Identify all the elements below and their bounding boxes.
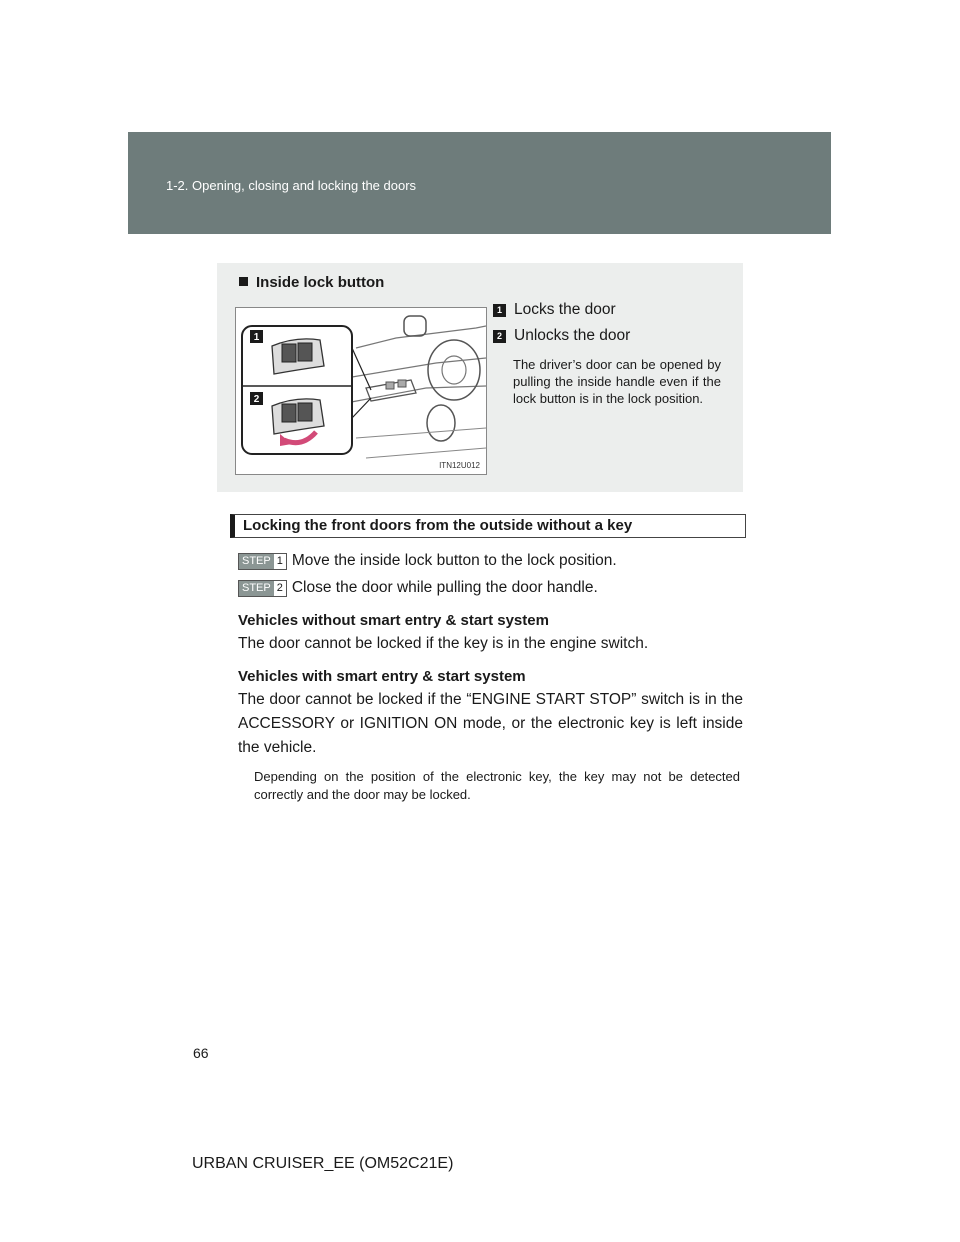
- body-without-smart-entry: The door cannot be locked if the key is in the engine switch.: [238, 635, 649, 652]
- callout-text: Unlocks the door: [514, 327, 631, 344]
- step-badge: STEP 1: [238, 553, 287, 570]
- subheading-with-smart-entry: Vehicles with smart entry & start system: [238, 668, 526, 685]
- callout-text: Locks the door: [514, 301, 616, 318]
- smart-entry-note: Depending on the position of the electronic key, the key may not be detected correctly and the door may be locked.: [254, 769, 740, 802]
- panel-note: The driver’s door can be opened by pulling the inside handle even if the lock button is in the lock position.: [513, 357, 721, 406]
- panel-title: [239, 274, 384, 291]
- svg-text:1: 1: [253, 332, 260, 343]
- callout-1: [493, 301, 616, 319]
- callout-number: 2: [493, 330, 506, 343]
- step-1: [238, 552, 617, 570]
- page-number: 66: [193, 1045, 209, 1061]
- section-title: 1-2. Opening, closing and locking the doors: [166, 178, 417, 193]
- step-badge: STEP 2: [238, 580, 287, 597]
- bullet-square-icon: [239, 277, 248, 286]
- door-lock-illustration: [235, 307, 487, 475]
- chapter-header: [128, 132, 831, 234]
- step-2: [238, 579, 598, 597]
- section-heading-text: Locking the front doors from the outside without a key: [243, 517, 633, 534]
- step-text: Move the inside lock button to the lock position.: [291, 552, 617, 569]
- callout-2: [493, 327, 630, 345]
- body-with-smart-entry: The door cannot be locked if the “ENGINE START STOP” switch is in the ACCESSORY or IGNITION ON mode, or the electronic key is left inside the vehicle.: [238, 691, 743, 756]
- figure-code: ITN12U012: [439, 461, 480, 470]
- document-footer: URBAN CRUISER_EE (OM52C21E): [192, 1155, 454, 1172]
- section-heading: [230, 514, 746, 538]
- svg-text:2: 2: [253, 394, 260, 405]
- panel-title-text: Inside lock button: [256, 274, 385, 291]
- step-text: Close the door while pulling the door handle.: [291, 579, 598, 596]
- callout-number: 1: [493, 304, 506, 317]
- info-panel: [217, 263, 743, 492]
- subheading-without-smart-entry: Vehicles without smart entry & start system: [238, 612, 549, 629]
